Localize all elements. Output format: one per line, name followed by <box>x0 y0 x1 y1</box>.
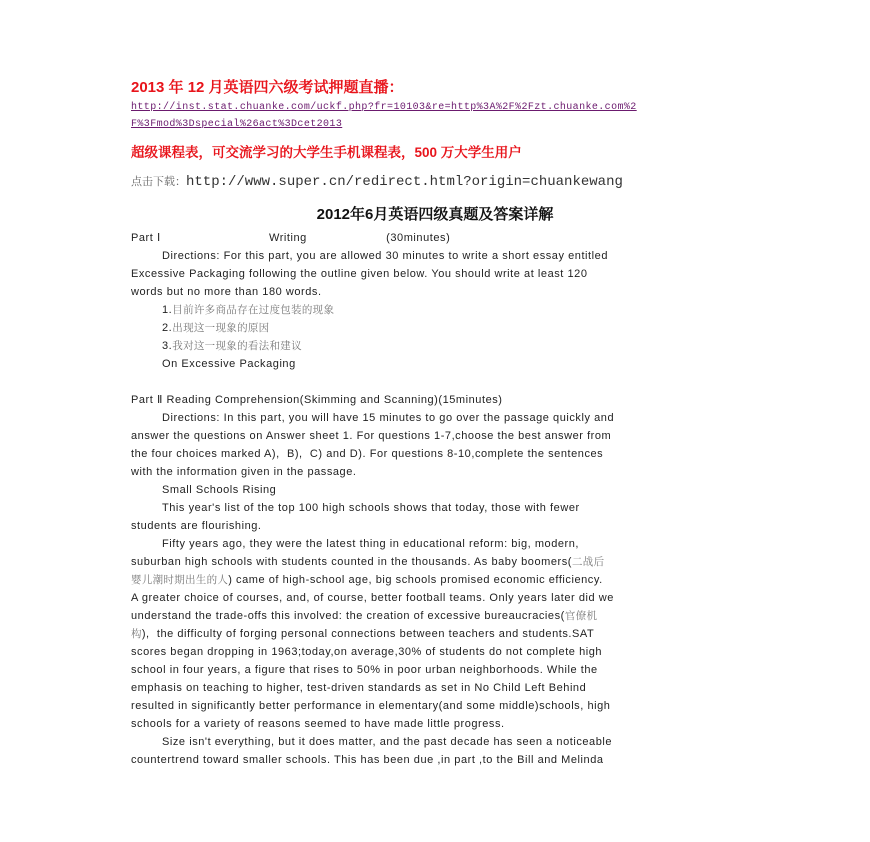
text-segment: suburban high schools with students counted in the thousands. As baby boomers( <box>131 556 572 568</box>
text-segment: A greater choice of courses, and, of course, better football teams. Only years later did we <box>131 592 614 604</box>
text-line <box>162 481 276 499</box>
download-url[interactable]: http://www.super.cn/redirect.html?origin=chuankewang <box>186 174 623 190</box>
text-line <box>131 751 604 769</box>
text-line <box>131 679 586 697</box>
text-line <box>162 319 269 337</box>
text-segment: 1. <box>162 304 173 316</box>
text-line <box>131 607 597 625</box>
chinese-text: 出现这一现象的原因 <box>172 322 270 334</box>
text-segment: Fifty years ago, they were the latest thing in educational reform: big, modern, <box>162 538 580 550</box>
text-segment: ), the difficulty of forging personal connections between teachers and students.SAT <box>141 628 595 640</box>
text-line <box>162 301 334 319</box>
text-segment: scores began dropping in 1963;today,on average,30% of students do not complete high <box>131 646 603 658</box>
chinese-text: 我对这一现象的看法和建议 <box>172 340 302 352</box>
text-segment: Part Ⅱ Reading Comprehension(Skimming and Scanning)(15minutes) <box>131 394 503 406</box>
text-line <box>162 247 608 265</box>
text-line <box>131 625 594 643</box>
text-line <box>162 499 580 517</box>
text-line <box>131 571 603 589</box>
text-segment: understand the trade-offs this involved: the creation of excessive bureaucracies( <box>131 610 565 622</box>
text-line <box>162 409 614 427</box>
promo-slogan: 超级课程表，可交流学习的大学生手机课程表，500 万大学生用户 <box>131 145 522 160</box>
text-line <box>131 427 611 445</box>
text-segment: answer the questions on Answer sheet 1. For questions 1-7,choose the best answer from <box>131 430 612 442</box>
download-line <box>131 172 623 190</box>
promo-link-line2[interactable]: F%3Fmod%3Dspecial%26act%3Dcet2013 <box>131 119 343 130</box>
promo-title: 2013 年 12 月英语四六级考试押题直播： <box>131 79 404 96</box>
promo-link-line1[interactable]: http://inst.stat.chuanke.com/uckf.php?fr=10103&re=http%3A%2F%2Fzt.chuanke.com%2 <box>131 102 637 113</box>
text-line <box>131 463 357 481</box>
text-line <box>131 715 505 733</box>
text-segment: This year's list of the top 100 high schools shows that today, those with fewer <box>162 502 580 514</box>
text-line <box>162 733 612 751</box>
text-line <box>131 661 598 679</box>
text-line <box>131 643 602 661</box>
text-segment: Small Schools Rising <box>162 484 277 496</box>
text-segment: 3. <box>162 340 173 352</box>
chinese-text: 官僚机 <box>564 610 598 622</box>
text-segment: schools for a variety of reasons seemed to have made little progress. <box>131 718 505 730</box>
text-segment: emphasis on teaching to higher, test-driven standards as set in No Child Left Behind <box>131 682 587 694</box>
text-line <box>131 697 610 715</box>
text-line <box>131 229 450 247</box>
text-segment: the four choices marked A), B), C) and D). For questions 8-10,complete the sentences <box>131 448 604 460</box>
text-line <box>131 589 614 607</box>
text-segment: Directions: In this part, you will have 15 minutes to go over the passage quickly and <box>162 412 615 424</box>
text-line <box>162 337 302 355</box>
text-segment: students are flourishing. <box>131 520 262 532</box>
text-line <box>131 265 588 283</box>
text-segment: Directions: For this part, you are allowed 30 minutes to write a short essay entitled <box>162 250 608 262</box>
text-segment: school in four years, a figure that rises to 50% in poor urban neighborhoods. While the <box>131 664 598 676</box>
text-segment: countertrend toward smaller schools. This has been due ,in part ,to the Bill and Melinda <box>131 754 604 766</box>
text-segment: resulted in significantly better performance in elementary(and some middle)schools, high <box>131 700 611 712</box>
download-label: 点击下载： <box>131 175 186 188</box>
text-segment: Part Ⅰ Writing (30minutes) <box>131 232 451 244</box>
text-segment: ) came of high-school age, big schools promised economic efficiency. <box>228 574 603 586</box>
text-line <box>131 553 604 571</box>
text-line <box>162 355 296 373</box>
chinese-text: 婴儿潮时期出生的人 <box>131 574 229 586</box>
text-line <box>162 535 579 553</box>
text-segment: words but no more than 180 words. <box>131 286 322 298</box>
text-line <box>131 445 603 463</box>
text-line <box>131 391 503 409</box>
chinese-text: 目前许多商品存在过度包装的现象 <box>172 304 335 316</box>
document-title: 2012年6月英语四级真题及答案详解 <box>316 206 554 223</box>
text-line <box>131 517 262 535</box>
text-segment: Excessive Packaging following the outline given below. You should write at least 120 <box>131 268 588 280</box>
text-line <box>131 283 322 301</box>
chinese-text: 二战后 <box>571 556 605 568</box>
text-segment: with the information given in the passage. <box>131 466 357 478</box>
text-segment: Size isn't everything, but it does matter, and the past decade has seen a noticeable <box>162 736 613 748</box>
text-segment: 2. <box>162 322 173 334</box>
text-segment: On Excessive Packaging <box>162 358 296 370</box>
chinese-text: 构 <box>131 628 142 640</box>
